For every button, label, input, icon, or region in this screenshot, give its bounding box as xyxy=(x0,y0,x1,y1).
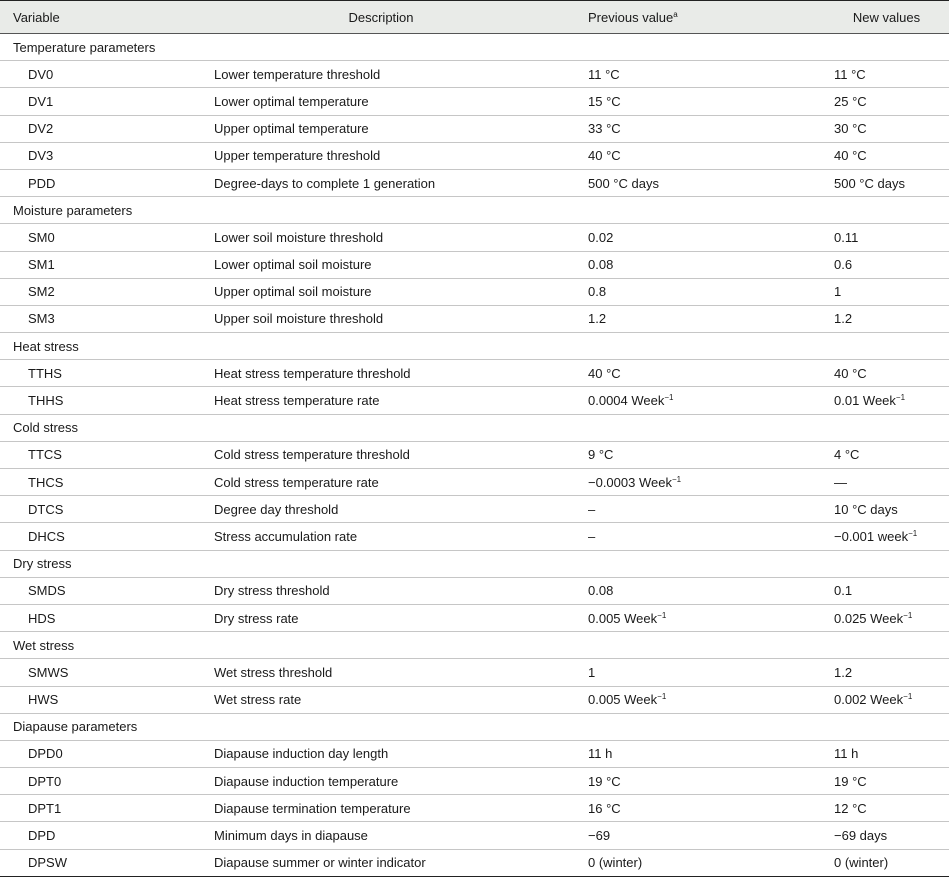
cell-new-value xyxy=(834,577,949,604)
cell-previous-value-exponent: −1 xyxy=(657,692,667,702)
cell-previous-value xyxy=(578,387,834,414)
cell-description-text: Lower optimal soil moisture xyxy=(214,257,372,273)
cell-previous-value xyxy=(578,659,834,686)
cell-previous-value xyxy=(578,142,834,169)
section-row xyxy=(0,713,949,740)
cell-variable-text: PDD xyxy=(28,175,56,191)
cell-description xyxy=(214,169,578,196)
cell-previous-value-text: 11 h xyxy=(588,746,613,762)
cell-new-value-exponent: −1 xyxy=(895,393,906,403)
cell-new-value-text: 30 °C xyxy=(834,121,867,137)
section-title: Diapause parameters xyxy=(13,719,138,735)
cell-previous-value-exponent: −1 xyxy=(657,610,667,620)
cell-variable xyxy=(0,169,214,196)
cell-description xyxy=(214,469,578,496)
cell-variable xyxy=(0,659,214,686)
cell-new-value-text: 0.002 Week xyxy=(834,692,904,708)
cell-description xyxy=(214,740,578,767)
cell-previous-value xyxy=(578,88,834,115)
cell-previous-value-exponent: −1 xyxy=(664,393,674,403)
cell-description-text: Heat stress temperature threshold xyxy=(214,365,411,381)
cell-new-value-text: 0.11 xyxy=(834,229,859,245)
cell-new-value xyxy=(834,251,949,278)
cell-variable xyxy=(0,251,214,278)
cell-variable xyxy=(0,387,214,414)
cell-variable-text: SM0 xyxy=(28,229,55,245)
cell-variable-text: SM2 xyxy=(28,284,55,300)
cell-new-value-text: 40 °C xyxy=(834,365,867,381)
cell-description-text: Upper optimal soil moisture xyxy=(214,284,372,300)
cell-description-text: Wet stress rate xyxy=(214,692,302,708)
cell-description xyxy=(214,305,578,332)
cell-previous-value xyxy=(578,224,834,251)
cell-new-value xyxy=(834,278,949,305)
cell-previous-value-text: 33 °C xyxy=(588,121,621,137)
cell-previous-value xyxy=(578,441,834,468)
table-row xyxy=(0,278,949,305)
cell-previous-value xyxy=(578,360,834,387)
cell-variable xyxy=(0,360,214,387)
cell-description-text: Dry stress rate xyxy=(214,610,299,626)
cell-previous-value xyxy=(578,686,834,713)
section-row xyxy=(0,632,949,659)
header-row xyxy=(0,1,949,34)
cell-variable-text: SM1 xyxy=(28,257,55,273)
cell-previous-value xyxy=(578,822,834,849)
cell-variable-text: DV2 xyxy=(28,121,54,137)
section-title: Temperature parameters xyxy=(13,39,156,55)
section-title: Heat stress xyxy=(13,338,79,354)
cell-description-text: Cold stress temperature rate xyxy=(214,474,379,490)
cell-previous-value-exponent: −1 xyxy=(671,474,682,484)
table-row xyxy=(0,224,949,251)
table-row xyxy=(0,768,949,795)
cell-new-value xyxy=(834,469,949,496)
cell-description-text: Degree-days to complete 1 generation xyxy=(214,175,436,191)
header-description: Description xyxy=(348,9,414,25)
section-title: Cold stress xyxy=(13,420,79,436)
table-row xyxy=(0,659,949,686)
cell-new-value-text: 0.025 Week xyxy=(834,610,904,626)
section-row xyxy=(0,34,949,61)
cell-previous-value xyxy=(578,849,834,876)
cell-variable-text: THCS xyxy=(28,474,64,490)
cell-variable-text: DTCS xyxy=(28,501,64,517)
table-row xyxy=(0,849,949,876)
cell-description xyxy=(214,822,578,849)
cell-new-value-text: 1 xyxy=(834,284,842,300)
cell-variable xyxy=(0,305,214,332)
cell-previous-value-text: −0.0003 Week xyxy=(588,474,672,490)
cell-variable-text: DPT1 xyxy=(28,800,62,816)
cell-new-value-text: 4 °C xyxy=(834,447,860,463)
cell-new-value-text: 11 h xyxy=(834,746,859,762)
cell-new-value-text: 0.01 Week xyxy=(834,393,896,409)
cell-variable-text: THHS xyxy=(28,393,64,409)
cell-description-text: Dry stress threshold xyxy=(214,583,330,599)
table-row xyxy=(0,740,949,767)
cell-description-text: Upper soil moisture threshold xyxy=(214,311,384,327)
cell-description xyxy=(214,387,578,414)
cell-new-value-exponent: −1 xyxy=(908,528,918,538)
cell-new-value xyxy=(834,360,949,387)
table-row xyxy=(0,496,949,523)
cell-description xyxy=(214,224,578,251)
cell-description xyxy=(214,523,578,550)
table-row xyxy=(0,441,949,468)
cell-previous-value xyxy=(578,768,834,795)
cell-description xyxy=(214,360,578,387)
cell-new-value xyxy=(834,387,949,414)
header-previous-value xyxy=(578,1,834,34)
header-new-values: New values xyxy=(852,9,921,25)
cell-description-text: Wet stress threshold xyxy=(214,664,333,680)
cell-new-value-text: 25 °C xyxy=(834,93,867,109)
cell-new-value-text: 10 °C days xyxy=(834,501,898,517)
cell-description xyxy=(214,604,578,631)
cell-variable xyxy=(0,523,214,550)
cell-new-value xyxy=(834,768,949,795)
cell-new-value xyxy=(834,795,949,822)
cell-new-value-text: −0.001 week xyxy=(834,528,909,544)
cell-new-value-text: 1.2 xyxy=(834,311,853,327)
cell-previous-value-text: 15 °C xyxy=(588,93,621,109)
cell-previous-value-text: −69 xyxy=(588,828,611,844)
cell-description xyxy=(214,686,578,713)
cell-variable xyxy=(0,142,214,169)
cell-new-value xyxy=(834,169,949,196)
cell-variable-text: SM3 xyxy=(28,311,55,327)
cell-previous-value xyxy=(578,169,834,196)
header-previous-label: Previous value xyxy=(588,9,674,25)
cell-new-value-exponent: −1 xyxy=(903,692,913,702)
section-title: Moisture parameters xyxy=(13,202,133,218)
cell-variable xyxy=(0,88,214,115)
cell-previous-value xyxy=(578,577,834,604)
table-row xyxy=(0,115,949,142)
table-row xyxy=(0,169,949,196)
section-row xyxy=(0,197,949,224)
cell-new-value xyxy=(834,88,949,115)
cell-description xyxy=(214,496,578,523)
cell-variable xyxy=(0,822,214,849)
cell-description xyxy=(214,849,578,876)
cell-new-value xyxy=(834,604,949,631)
cell-previous-value-text: 16 °C xyxy=(588,800,621,816)
cell-description-text: Degree day threshold xyxy=(214,501,339,517)
cell-previous-value xyxy=(578,740,834,767)
header-previous-footnote-mark: a xyxy=(673,9,678,19)
cell-previous-value-text: 11 °C xyxy=(588,66,620,82)
cell-description-text: Minimum days in diapause xyxy=(214,828,368,844)
cell-new-value xyxy=(834,740,949,767)
cell-description-text: Lower temperature threshold xyxy=(214,66,381,82)
table-row xyxy=(0,88,949,115)
table-row xyxy=(0,577,949,604)
cell-variable xyxy=(0,795,214,822)
cell-previous-value-text: 0.005 Week xyxy=(588,692,658,708)
cell-variable xyxy=(0,496,214,523)
cell-description-text: Diapause induction temperature xyxy=(214,773,399,789)
cell-new-value xyxy=(834,523,949,550)
cell-previous-value xyxy=(578,496,834,523)
table-row xyxy=(0,822,949,849)
table-row xyxy=(0,604,949,631)
cell-variable-text: DV1 xyxy=(28,93,54,109)
cell-description xyxy=(214,61,578,88)
cell-new-value xyxy=(834,659,949,686)
cell-previous-value xyxy=(578,278,834,305)
table-row xyxy=(0,142,949,169)
cell-variable-text: TTCS xyxy=(28,447,62,463)
cell-variable xyxy=(0,278,214,305)
cell-description-text: Lower soil moisture threshold xyxy=(214,229,384,245)
cell-previous-value-text: 0.08 xyxy=(588,583,614,599)
cell-description xyxy=(214,768,578,795)
cell-new-value xyxy=(834,224,949,251)
cell-new-value-text: 12 °C xyxy=(834,800,867,816)
table-row xyxy=(0,305,949,332)
cell-previous-value xyxy=(578,251,834,278)
cell-description-text: Cold stress temperature threshold xyxy=(214,447,410,463)
cell-previous-value xyxy=(578,523,834,550)
cell-previous-value-text: 0.08 xyxy=(588,257,614,273)
section-row xyxy=(0,550,949,577)
cell-variable-text: HDS xyxy=(28,610,56,626)
cell-description-text: Diapause induction day length xyxy=(214,746,389,762)
cell-new-value xyxy=(834,61,949,88)
cell-variable-text: DPD0 xyxy=(28,746,63,762)
section-title: Dry stress xyxy=(13,556,72,572)
cell-variable xyxy=(0,61,214,88)
cell-variable-text: TTHS xyxy=(28,365,62,381)
cell-new-value-text: −69 days xyxy=(834,828,888,844)
table-row xyxy=(0,469,949,496)
cell-new-value-text: 0 (winter) xyxy=(834,855,889,871)
header-variable: Variable xyxy=(13,9,60,25)
cell-new-value xyxy=(834,441,949,468)
cell-previous-value-text: 40 °C xyxy=(588,148,621,164)
cell-new-value-text: 19 °C xyxy=(834,773,867,789)
cell-variable-text: HWS xyxy=(28,692,59,708)
cell-new-value xyxy=(834,305,949,332)
table-row xyxy=(0,795,949,822)
cell-variable-text: DV0 xyxy=(28,66,54,82)
cell-new-value-text: 1.2 xyxy=(834,664,853,680)
cell-variable-text: DPSW xyxy=(28,855,67,871)
cell-previous-value-text: – xyxy=(588,528,596,544)
cell-previous-value-text: 40 °C xyxy=(588,365,621,381)
cell-variable xyxy=(0,441,214,468)
cell-description xyxy=(214,659,578,686)
cell-previous-value-text: 0.02 xyxy=(588,229,614,245)
cell-previous-value xyxy=(578,795,834,822)
cell-new-value xyxy=(834,496,949,523)
cell-description-text: Lower optimal temperature xyxy=(214,93,369,109)
cell-description xyxy=(214,115,578,142)
table-row xyxy=(0,251,949,278)
cell-new-value xyxy=(834,686,949,713)
cell-previous-value-text: 1.2 xyxy=(588,311,607,327)
cell-variable-text: SMDS xyxy=(28,583,66,599)
cell-previous-value-text: 500 °C days xyxy=(588,175,659,191)
cell-description-text: Upper temperature threshold xyxy=(214,148,381,164)
cell-previous-value-text: – xyxy=(588,501,596,517)
cell-previous-value-text: 0.005 Week xyxy=(588,610,658,626)
cell-new-value xyxy=(834,822,949,849)
cell-new-value-text: 0.6 xyxy=(834,257,853,273)
cell-previous-value xyxy=(578,61,834,88)
cell-previous-value-text: 0 (winter) xyxy=(588,855,643,871)
cell-variable-text: DV3 xyxy=(28,148,54,164)
cell-variable xyxy=(0,577,214,604)
cell-previous-value-text: 19 °C xyxy=(588,773,621,789)
table-row xyxy=(0,360,949,387)
cell-variable xyxy=(0,686,214,713)
cell-description xyxy=(214,577,578,604)
cell-description xyxy=(214,278,578,305)
cell-previous-value-text: 1 xyxy=(588,664,596,680)
table-row xyxy=(0,686,949,713)
cell-variable xyxy=(0,469,214,496)
cell-description xyxy=(214,251,578,278)
cell-previous-value-text: 9 °C xyxy=(588,447,614,463)
cell-previous-value xyxy=(578,469,834,496)
cell-description xyxy=(214,795,578,822)
cell-description-text: Stress accumulation rate xyxy=(214,528,358,544)
table-row xyxy=(0,523,949,550)
cell-description-text: Heat stress temperature rate xyxy=(214,393,380,409)
cell-variable xyxy=(0,768,214,795)
cell-description-text: Diapause summer or winter indicator xyxy=(214,855,426,871)
table-body xyxy=(0,34,949,877)
cell-previous-value-text: 0.8 xyxy=(588,284,607,300)
cell-new-value-text: 40 °C xyxy=(834,148,867,164)
section-title: Wet stress xyxy=(13,637,75,653)
cell-description-text: Upper optimal temperature xyxy=(214,121,369,137)
cell-previous-value xyxy=(578,604,834,631)
table-row xyxy=(0,61,949,88)
cell-variable xyxy=(0,224,214,251)
cell-previous-value-text: 0.0004 Week xyxy=(588,393,665,409)
cell-description-text: Diapause termination temperature xyxy=(214,800,411,816)
cell-variable xyxy=(0,849,214,876)
cell-previous-value xyxy=(578,115,834,142)
cell-description xyxy=(214,142,578,169)
cell-new-value xyxy=(834,142,949,169)
cell-description xyxy=(214,88,578,115)
cell-new-value-text: 0.1 xyxy=(834,583,853,599)
cell-new-value-text: 11 °C xyxy=(834,66,866,82)
cell-new-value-text: — xyxy=(834,474,847,490)
cell-variable xyxy=(0,115,214,142)
cell-previous-value xyxy=(578,305,834,332)
cell-new-value xyxy=(834,115,949,142)
cell-variable xyxy=(0,604,214,631)
section-row xyxy=(0,333,949,360)
table-row xyxy=(0,387,949,414)
cell-variable-text: DHCS xyxy=(28,528,65,544)
cell-variable-text: DPD xyxy=(28,828,56,844)
table-header xyxy=(0,1,949,34)
cell-new-value-exponent: −1 xyxy=(903,610,913,620)
cell-new-value xyxy=(834,849,949,876)
cell-description xyxy=(214,441,578,468)
cell-variable-text: SMWS xyxy=(28,664,69,680)
section-row xyxy=(0,414,949,441)
cell-variable xyxy=(0,740,214,767)
cell-new-value-text: 500 °C days xyxy=(834,175,905,191)
cell-variable-text: DPT0 xyxy=(28,773,62,789)
